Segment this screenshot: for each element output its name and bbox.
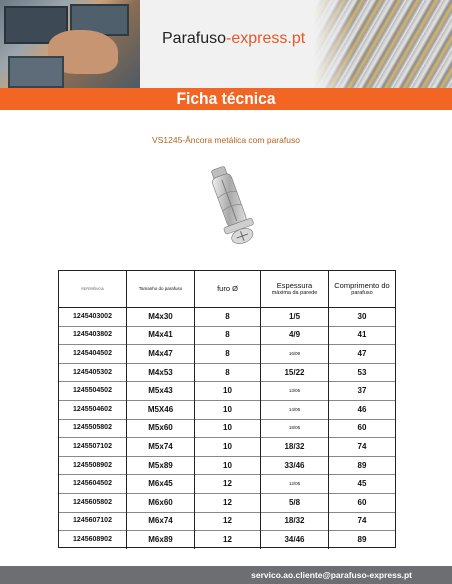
logo-main: Parafuso bbox=[162, 30, 227, 47]
anchor-image bbox=[196, 160, 266, 250]
cell-wall-thickness: 4/9 bbox=[261, 326, 329, 345]
product-name: VS1245-Âncora metálica com parafuso bbox=[152, 135, 300, 145]
header-banner bbox=[0, 0, 452, 88]
table-row bbox=[59, 512, 395, 532]
header-thickness-sub: máxima da parede bbox=[271, 290, 318, 297]
cell-screw-length: 74 bbox=[357, 441, 367, 451]
cell-screw-length: 37 bbox=[357, 386, 367, 396]
cell-screw-size: M5x74 bbox=[127, 437, 195, 456]
cell-screw-size: M4x30 bbox=[127, 307, 195, 326]
cell-hole-diameter: 8 bbox=[195, 326, 261, 345]
cell-screw-length: 30 bbox=[357, 311, 367, 321]
logo[interactable] bbox=[162, 30, 305, 48]
cell-screw-size: M6x45 bbox=[127, 474, 195, 493]
cell-wall-thickness: 34/46 bbox=[261, 530, 329, 549]
cell-screw-size: M4x47 bbox=[127, 344, 195, 363]
header-length-sub: parafuso bbox=[351, 290, 373, 297]
workshop-photo bbox=[0, 0, 140, 88]
cell-screw-size: M5X46 bbox=[127, 400, 195, 419]
spec-table bbox=[58, 270, 396, 548]
cell-reference: 1245604502 bbox=[59, 474, 127, 493]
cell-reference: 1245507102 bbox=[59, 437, 127, 456]
cell-screw-length: 45 bbox=[357, 479, 367, 489]
header-ref: REFERÊNCIA bbox=[81, 286, 104, 291]
cell-hole-diameter: 10 bbox=[195, 456, 261, 475]
table-row bbox=[59, 419, 395, 439]
cell-hole-diameter: 10 bbox=[195, 381, 261, 400]
table-row bbox=[59, 363, 395, 383]
cell-hole-diameter: 12 bbox=[195, 512, 261, 531]
cell-wall-thickness: 14/05 bbox=[261, 400, 329, 419]
table-row bbox=[59, 344, 395, 364]
cell-screw-size: M4x41 bbox=[127, 326, 195, 345]
cell-wall-thickness: 18/05 bbox=[261, 419, 329, 438]
cell-wall-thickness: 18/32 bbox=[261, 437, 329, 456]
cell-screw-size: M6x60 bbox=[127, 493, 195, 512]
table-row bbox=[59, 437, 395, 457]
table-row bbox=[59, 400, 395, 420]
cell-reference: 1245404502 bbox=[59, 344, 127, 363]
cell-screw-length: 53 bbox=[357, 367, 367, 377]
cell-screw-size: M5x43 bbox=[127, 381, 195, 400]
cell-reference: 1245607102 bbox=[59, 512, 127, 531]
table-row bbox=[59, 381, 395, 401]
cell-reference: 1245405302 bbox=[59, 363, 127, 382]
header-length: Comprimento do bbox=[334, 280, 390, 290]
cell-screw-length: 60 bbox=[357, 497, 367, 507]
cell-screw-length: 41 bbox=[357, 330, 367, 340]
logo-accent: -express.pt bbox=[226, 30, 306, 47]
cell-reference: 1245508902 bbox=[59, 456, 127, 475]
cell-hole-diameter: 10 bbox=[195, 400, 261, 419]
cell-screw-length: 89 bbox=[357, 534, 367, 544]
table-row bbox=[59, 326, 395, 346]
cell-hole-diameter: 12 bbox=[195, 493, 261, 512]
cell-wall-thickness: 15/22 bbox=[261, 363, 329, 382]
cell-wall-thickness: 16/09 bbox=[261, 344, 329, 363]
cell-wall-thickness: 5/8 bbox=[261, 493, 329, 512]
cell-screw-length: 60 bbox=[357, 423, 367, 433]
cell-screw-size: M5x60 bbox=[127, 419, 195, 438]
table-row bbox=[59, 456, 395, 476]
header-hole: furo Ø bbox=[217, 284, 238, 294]
header-size: Tamanho do parafuso bbox=[138, 286, 183, 292]
header-thickness: Espessura bbox=[276, 280, 313, 290]
cell-reference: 1245504602 bbox=[59, 400, 127, 419]
cell-reference: 1245608902 bbox=[59, 530, 127, 549]
cell-wall-thickness: 33/46 bbox=[261, 456, 329, 475]
cell-reference: 1245505802 bbox=[59, 419, 127, 438]
table-row bbox=[59, 474, 395, 494]
cell-hole-diameter: 8 bbox=[195, 344, 261, 363]
cell-hole-diameter: 8 bbox=[195, 363, 261, 382]
table-header bbox=[59, 271, 395, 308]
table-row bbox=[59, 307, 395, 327]
table-row bbox=[59, 493, 395, 513]
page-title: Ficha técnica bbox=[176, 89, 276, 108]
contact-email-link[interactable]: servico.ao.cliente@parafuso-express.pt bbox=[251, 570, 412, 580]
cell-hole-diameter: 10 bbox=[195, 419, 261, 438]
cell-screw-length: 89 bbox=[357, 460, 367, 470]
cell-wall-thickness: 12/05 bbox=[261, 474, 329, 493]
cell-wall-thickness: 18/32 bbox=[261, 512, 329, 531]
cell-screw-length: 47 bbox=[357, 348, 367, 358]
cell-screw-size: M6x89 bbox=[127, 530, 195, 549]
cell-screw-size: M5x89 bbox=[127, 456, 195, 475]
cell-reference: 1245504502 bbox=[59, 381, 127, 400]
table-row bbox=[59, 530, 395, 549]
cell-reference: 1245403002 bbox=[59, 307, 127, 326]
cell-screw-length: 46 bbox=[357, 404, 367, 414]
cell-reference: 1245403802 bbox=[59, 326, 127, 345]
cell-wall-thickness: 1/5 bbox=[261, 307, 329, 326]
cell-reference: 1245605802 bbox=[59, 493, 127, 512]
cell-wall-thickness: 13/05 bbox=[261, 381, 329, 400]
cell-screw-length: 74 bbox=[357, 516, 367, 526]
cell-screw-size: M6x74 bbox=[127, 512, 195, 531]
cell-hole-diameter: 8 bbox=[195, 307, 261, 326]
cell-hole-diameter: 10 bbox=[195, 437, 261, 456]
screws-photo bbox=[314, 0, 452, 88]
cell-hole-diameter: 12 bbox=[195, 474, 261, 493]
cell-hole-diameter: 12 bbox=[195, 530, 261, 549]
cell-screw-size: M4x53 bbox=[127, 363, 195, 382]
